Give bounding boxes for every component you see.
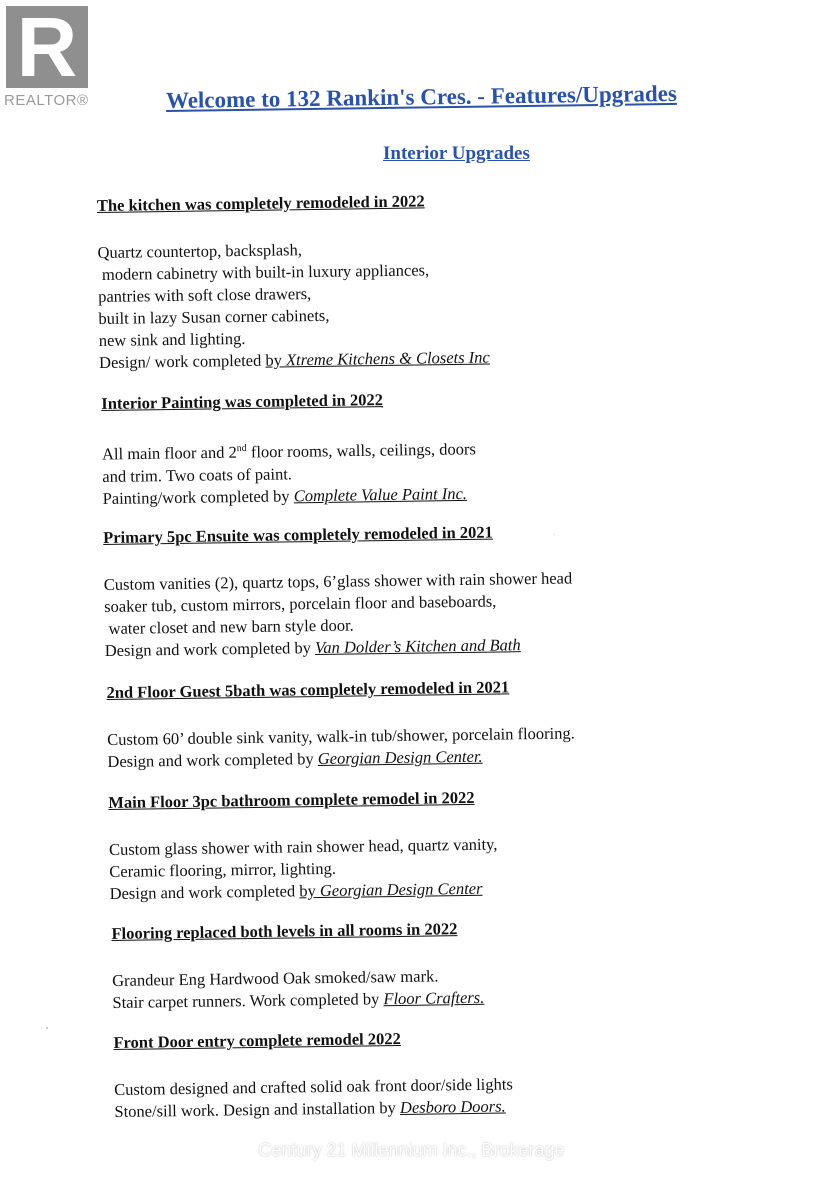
section-main-floor-bath	[108, 788, 498, 905]
body-line: soaker tub, custom mirrors, porcelain floor and baseboards,	[104, 591, 497, 616]
body-text: floor rooms, walls, ceilings, doors	[246, 439, 477, 462]
body-line: and trim. Two coats of paint.	[102, 463, 293, 486]
brokerage-watermark: Century 21 Millennium Inc., Brokerage	[258, 1140, 565, 1160]
section-heading: Flooring replaced both levels in all rooms in 2022	[111, 919, 458, 944]
contractor-name: Georgian Design Center.	[317, 746, 483, 769]
credit-line	[114, 1095, 513, 1123]
section-body	[112, 965, 484, 1014]
credit-line	[99, 347, 490, 374]
body-line: Custom designed and crafted solid oak front door/side lights	[114, 1074, 513, 1099]
credit-prefix: Design and work completed by	[104, 638, 316, 660]
section-body	[104, 567, 574, 662]
section-heading: The kitchen was completely remodeled in 2022	[96, 191, 425, 216]
page-title: Welcome to 132 Rankin's Cres. - Features/Upgrades	[165, 80, 677, 113]
credit-line	[102, 482, 476, 509]
section-heading: 2nd Floor Guest 5bath was completely remodeled in 2021	[106, 677, 510, 703]
section-ensuite	[103, 521, 573, 662]
body-line: new sink and lighting.	[98, 328, 246, 350]
contractor-name: Xtreme Kitchens & Closets Inc	[285, 347, 490, 370]
section-heading: Interior Painting was completed in 2022	[101, 390, 384, 414]
body-text: All main floor and 2	[101, 442, 237, 464]
section-body	[107, 722, 575, 773]
realtor-wordmark: REALTOR®	[4, 92, 89, 109]
section-heading: Primary 5pc Ensuite was completely remodeled in 2021	[103, 522, 493, 548]
scan-speck	[554, 534, 555, 535]
section-heading: Front Door entry complete remodel 2022	[113, 1028, 401, 1053]
body-line: Ceramic flooring, mirror, lighting.	[109, 858, 337, 881]
credit-by: by	[299, 881, 321, 901]
contractor-name: Van Dolder’s Kitchen and Bath	[314, 635, 521, 658]
credit-prefix: Painting/work completed by	[102, 485, 294, 508]
body-line: Custom 60’ double sink vanity, walk-in tub/shower, porcelain flooring.	[107, 723, 575, 749]
credit-prefix: Design/ work completed	[98, 350, 266, 372]
realtor-logo-mark	[6, 0, 88, 94]
body-line: pantries with soft close drawers,	[98, 284, 312, 306]
credit-by: by	[265, 350, 287, 370]
credit-prefix: Stair carpet runners. Work completed by	[112, 989, 384, 1012]
section-painting	[101, 389, 476, 510]
body-line: Grandeur Eng Hardwood Oak smoked/saw mark.	[112, 966, 439, 990]
section-guest-bath	[106, 676, 575, 773]
body-line: built in lazy Susan corner cabinets,	[98, 305, 330, 328]
body-line: Quartz countertop, backsplash,	[97, 240, 303, 263]
body-line: Custom vanities (2), quartz tops, 6’glass shower with rain shower head	[103, 568, 573, 595]
section-front-door	[113, 1027, 513, 1123]
section-body	[109, 834, 498, 905]
body-line: Custom glass shower with rain shower head, quartz vanity,	[108, 834, 498, 859]
credit-line	[112, 987, 484, 1014]
section-subtitle: Interior Upgrades	[383, 143, 530, 164]
contractor-name: Georgian Design Center	[319, 878, 483, 901]
credit-prefix: Design and work completed	[109, 881, 300, 903]
contractor-name: Desboro Doors.	[399, 1096, 506, 1118]
section-heading: Main Floor 3pc bathroom complete remodel in 2022	[108, 787, 475, 813]
section-body	[114, 1073, 513, 1123]
contractor-name: Floor Crafters.	[383, 987, 485, 1009]
credit-prefix: Design and work completed by	[107, 749, 318, 771]
section-kitchen	[97, 191, 490, 374]
body-line: water closet and new barn style door.	[104, 615, 354, 638]
section-body	[97, 237, 490, 374]
scan-speck	[46, 1027, 48, 1029]
body-line: modern cabinetry with built-in luxury appliances,	[97, 260, 430, 285]
realtor-logo-letter: R	[16, 0, 78, 94]
contractor-name: Complete Value Paint Inc.	[293, 483, 468, 505]
credit-prefix: Stone/sill work. Design and installation by	[114, 1098, 401, 1121]
section-flooring	[111, 919, 484, 1014]
section-body	[102, 435, 477, 510]
credit-line	[109, 878, 498, 905]
body-line	[102, 435, 476, 466]
ordinal-suffix: nd	[236, 442, 247, 455]
